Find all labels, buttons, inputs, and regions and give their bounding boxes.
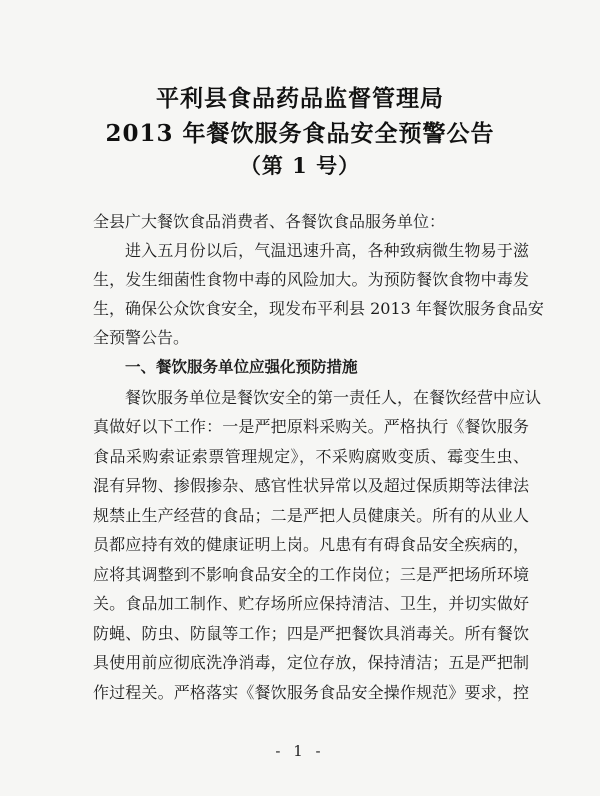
- section-heading: 一、餐饮服务单位应强化预防措施: [125, 358, 358, 376]
- intro-line: 生，确保公众饮食安全，现发布平利县 2013 年餐饮服务食品安: [93, 299, 544, 318]
- body-line: 规禁止生产经营的食品；二是严把人员健康关。所有的从业人: [93, 506, 529, 525]
- body-line: 作过程关。严格落实《餐饮服务食品安全操作规范》要求，控: [93, 683, 529, 702]
- body-line: 员都应持有效的健康证明上岗。凡患有有碍食品安全疾病的，: [93, 535, 529, 554]
- body-line: 餐饮服务单位是餐饮安全的第一责任人，在餐饮经营中应认: [125, 388, 542, 407]
- intro-line: 全预警公告。: [93, 328, 190, 347]
- body-line: 应将其调整到不影响食品安全的工作岗位；三是严把场所环境: [93, 565, 529, 584]
- body-line: 食品采购索证索票管理规定》，不采购腐败变质、霉变生虫、: [93, 447, 529, 466]
- intro-line: 进入五月份以后，气温迅速升高，各种致病微生物易于滋: [125, 241, 529, 260]
- body-line: 具使用前应彻底洗净消毒，定位存放，保持清洁；五是严把制: [93, 653, 529, 672]
- body-line: 混有异物、掺假掺杂、感官性状异常以及超过保质期等法律法: [93, 476, 529, 495]
- page-number: - 1 -: [275, 742, 325, 760]
- title-agency: 平利县食品药品监督管理局: [156, 85, 444, 112]
- salutation: 全县广大餐饮食品消费者、各餐饮食品服务单位：: [93, 212, 446, 231]
- issue-number: （第 1 号）: [239, 153, 361, 178]
- title-notice: 2013 年餐饮服务食品安全预警公告: [105, 120, 495, 147]
- intro-line: 生，发生细菌性食物中毒的风险加大。为预防餐饮食物中毒发: [93, 270, 529, 289]
- body-line: 防蝇、防虫、防鼠等工作；四是严把餐饮具消毒关。所有餐饮: [93, 624, 529, 643]
- body-line: 真做好以下工作：一是严把原料采购关。严格执行《餐饮服务: [93, 417, 529, 436]
- body-line: 关。食品加工制作、贮存场所应保持清洁、卫生，并切实做好: [93, 594, 529, 613]
